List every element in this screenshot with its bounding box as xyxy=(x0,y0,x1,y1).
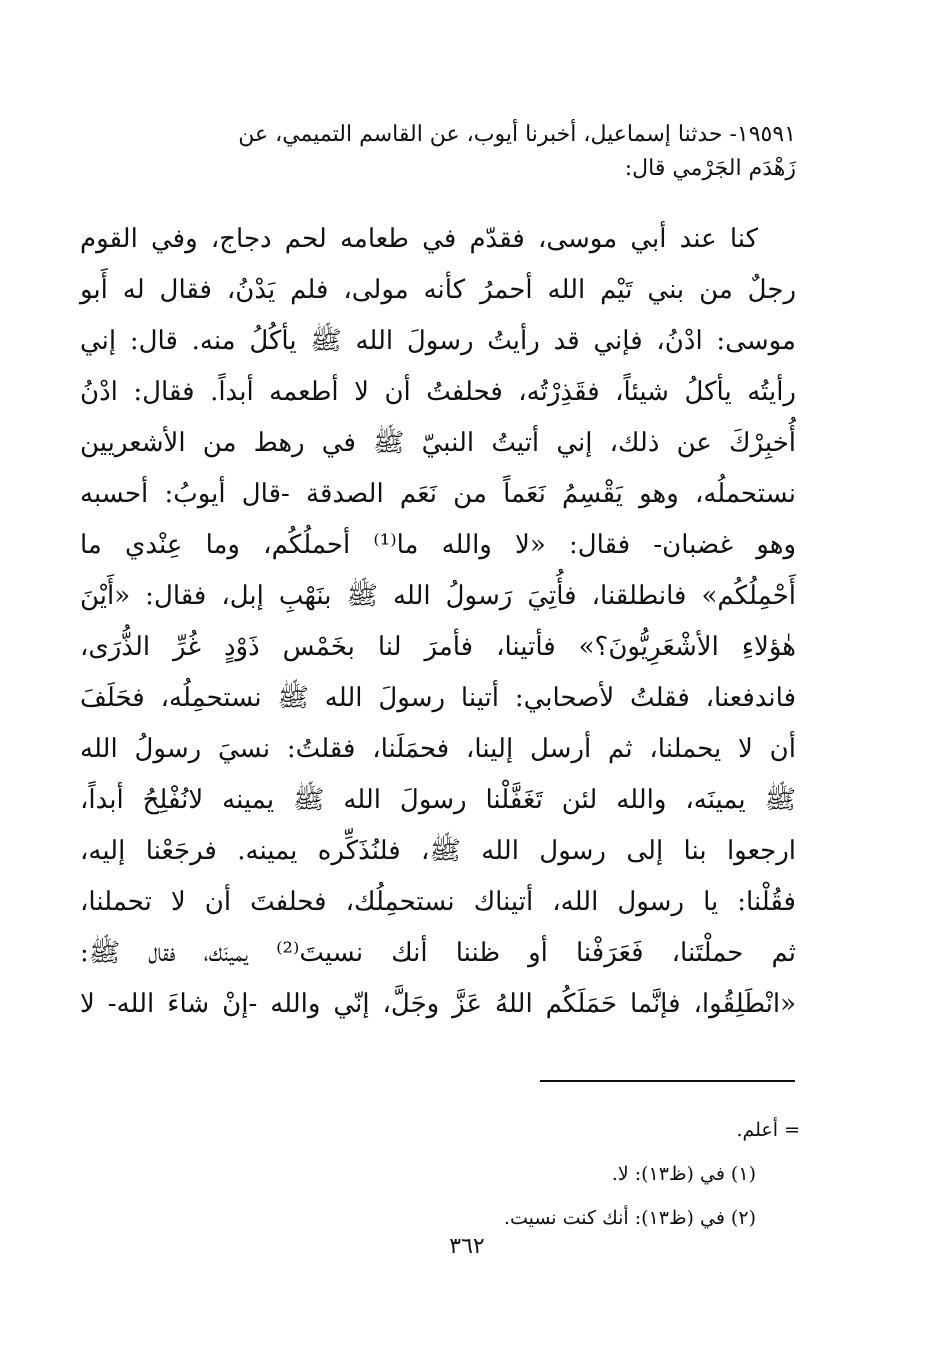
footnote-continuation: = أعلم. xyxy=(736,1119,800,1141)
body-line: فاندفعنا، فقلتُ لأصحابي: أتينا رسولَ الله ﷺ نستحمِلُه، فحَلَفَ xyxy=(80,683,796,713)
body-line: ارجعوا بنا إلى رسول الله ﷺ، فلنُذَكِّره يمينه. فرجَعْنا إليه، xyxy=(80,836,796,866)
footnote-divider xyxy=(540,1080,795,1082)
body-line: أن لا يحملنا، ثم أرسل إلينا، فحمَلَنا، فقلتُ: نسيَ رسولُ الله xyxy=(80,734,796,764)
footnote-item: (١) في (ظ١٣): لا. xyxy=(611,1163,756,1185)
body-line: رجلٌ من بني تَيْم الله أحمرُ كأنه مولى، فلم يَدْنُ، فقال له أَبو xyxy=(80,275,796,305)
footnotes xyxy=(80,1108,800,1240)
header-line: زَهْدَم الجَرْمي قال: xyxy=(624,156,796,181)
body-line: هٰؤلاءِ الأشْعَرِيُّونَ؟» فأتينا، فأمرَ لنا بخَمْس ذَوْدٍ غُرِّ الذُّرَى، xyxy=(80,632,796,662)
body-line: «انْطَلِقُوا، فإنَّما حَمَلَكُم اللهُ عَزَّ وجَلَّ، إنّي والله -إنْ شاءَ الله- لا xyxy=(80,989,796,1019)
body-line: وهو غضبان- فقال: «لا والله ما⁽¹⁾ أحملُكُم، وما عِنْدي ما xyxy=(80,530,796,560)
header-line: ١٩٥٩١- حدثنا إسماعيل، أخبرنا أيوب، عن القاسم التميمي، عن xyxy=(238,122,796,147)
body-line: رأيتُه يأكلُ شيئاً، فقَذِرْتُه، فحلفتُ أن لا أطعمه أبداً. فقال: ادْنُ xyxy=(80,377,796,407)
footnote-item: (٢) في (ظ١٣): أنك كنت نسيت. xyxy=(503,1207,756,1229)
body-line: نستحملُه، وهو يَقْسِمُ نَعَماً من نَعَم الصدقة -قال أيوبُ: أحسبه xyxy=(80,479,796,509)
body-line: ثم حملْتَنا، فَعَرَفْنا أو ظننا أنك نسيتَ⁽²⁾ يمينَك، فقال ﷺ: xyxy=(80,938,796,968)
hadith-body xyxy=(80,214,796,1030)
page-number: ٣٦٢ xyxy=(449,1234,485,1259)
body-line: أُخبِرْكَ عن ذلك، إني أتيتُ النبيّ ﷺ في رهط من الأشعريين xyxy=(80,428,796,458)
body-line: موسى: ادْنُ، فإني قد رأيتُ رسولَ الله ﷺ يأكُلُ منه. قال: إني xyxy=(80,326,796,356)
body-line: كنا عند أبي موسى، فقدّم في طعامه لحم دجاج، وفي القوم xyxy=(80,224,758,254)
hadith-header xyxy=(80,118,796,186)
body-line: فقُلْنا: يا رسول الله، أتيناك نستحمِلُك، فحلفتَ أن لا تحملنا، xyxy=(80,887,796,917)
body-line: أَحْمِلُكُم» فانطلقنا، فأُتِيَ رَسولُ الله ﷺ بنَهْبِ إبل، فقال: «أَيْنَ xyxy=(80,581,796,611)
body-line: ﷺ يمينَه، والله لئن تَغَفَّلْنا رسولَ الله ﷺ يمينه لانُفْلِحُ أبداً، xyxy=(80,785,796,815)
